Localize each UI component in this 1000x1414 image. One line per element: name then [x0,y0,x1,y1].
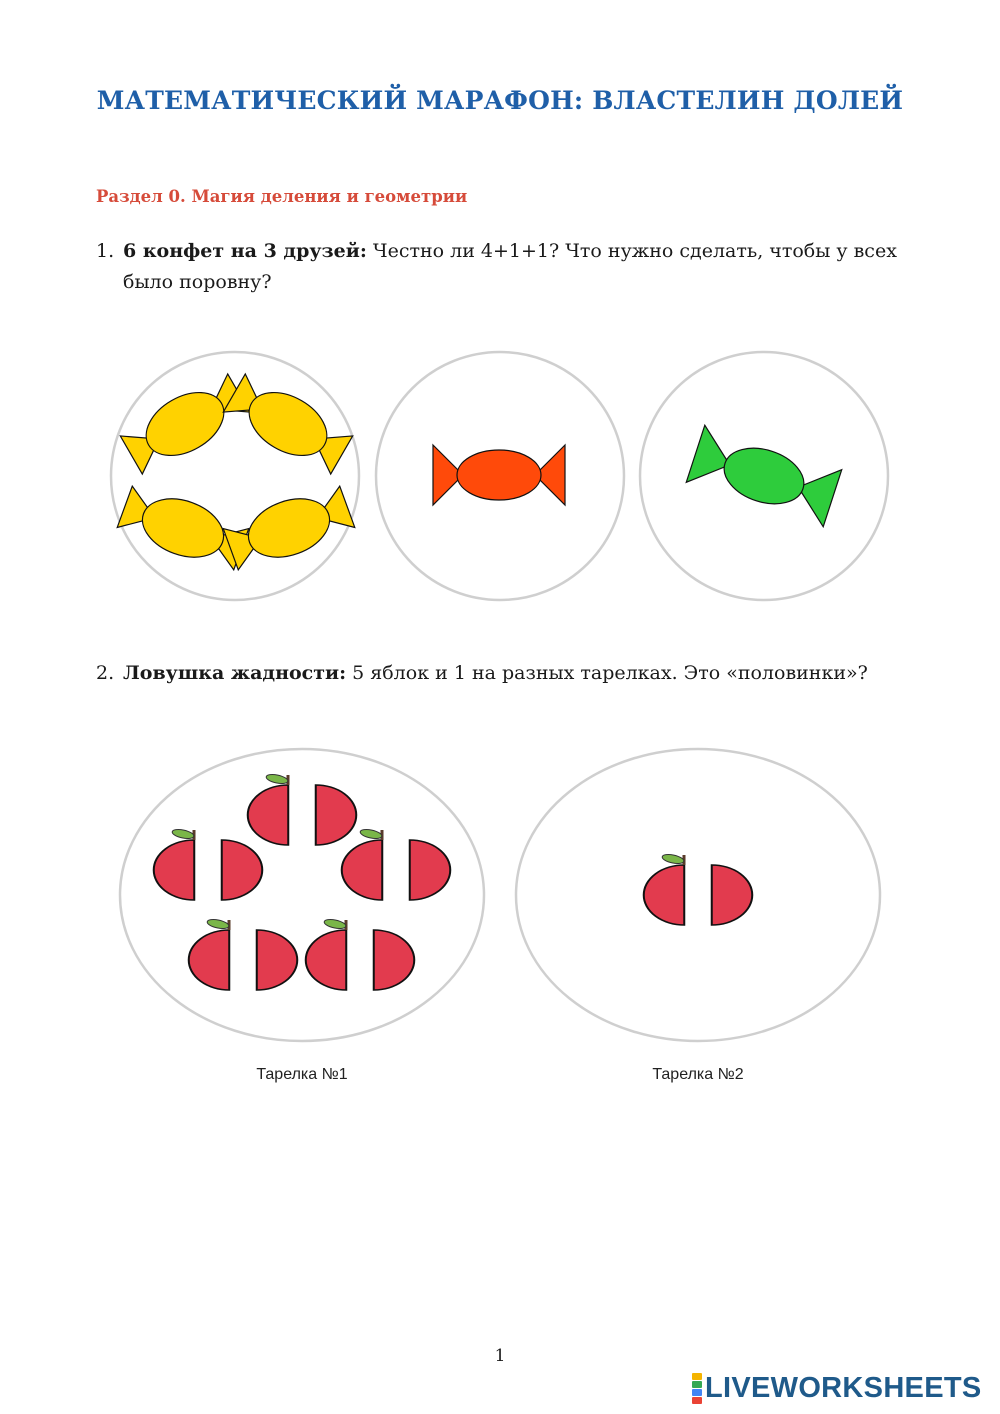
section-heading: Раздел 0. Магия деления и геометрии [96,187,468,206]
plate-label-2: Тарелка №2 [652,1066,744,1083]
question-text: Честно ли 4+1+1? Что нужно сделать, чтобы у всех было поровну? [123,240,897,293]
plate-label-1: Тарелка №1 [256,1066,348,1083]
question-bold: Ловушка жадности: [123,662,347,684]
plate-apples-2 [516,749,880,1041]
question-number: 2. [96,662,115,684]
logo-blocks-icon [692,1373,702,1404]
question-number: 1. [96,240,115,262]
question-text: 5 яблок и 1 на разных тарелках. Это «половинки»? [346,662,868,684]
liveworksheets-logo[interactable] [692,1373,982,1403]
logo-text: LIVEWORKSHEETS [705,1371,982,1404]
question-bold: 6 конфет на 3 друзей: [123,240,367,262]
page-number: 1 [494,1346,506,1366]
page-title: МАТЕМАТИЧЕСКИЙ МАРАФОН: ВЛАСТЕЛИН ДОЛЕЙ [96,86,904,115]
